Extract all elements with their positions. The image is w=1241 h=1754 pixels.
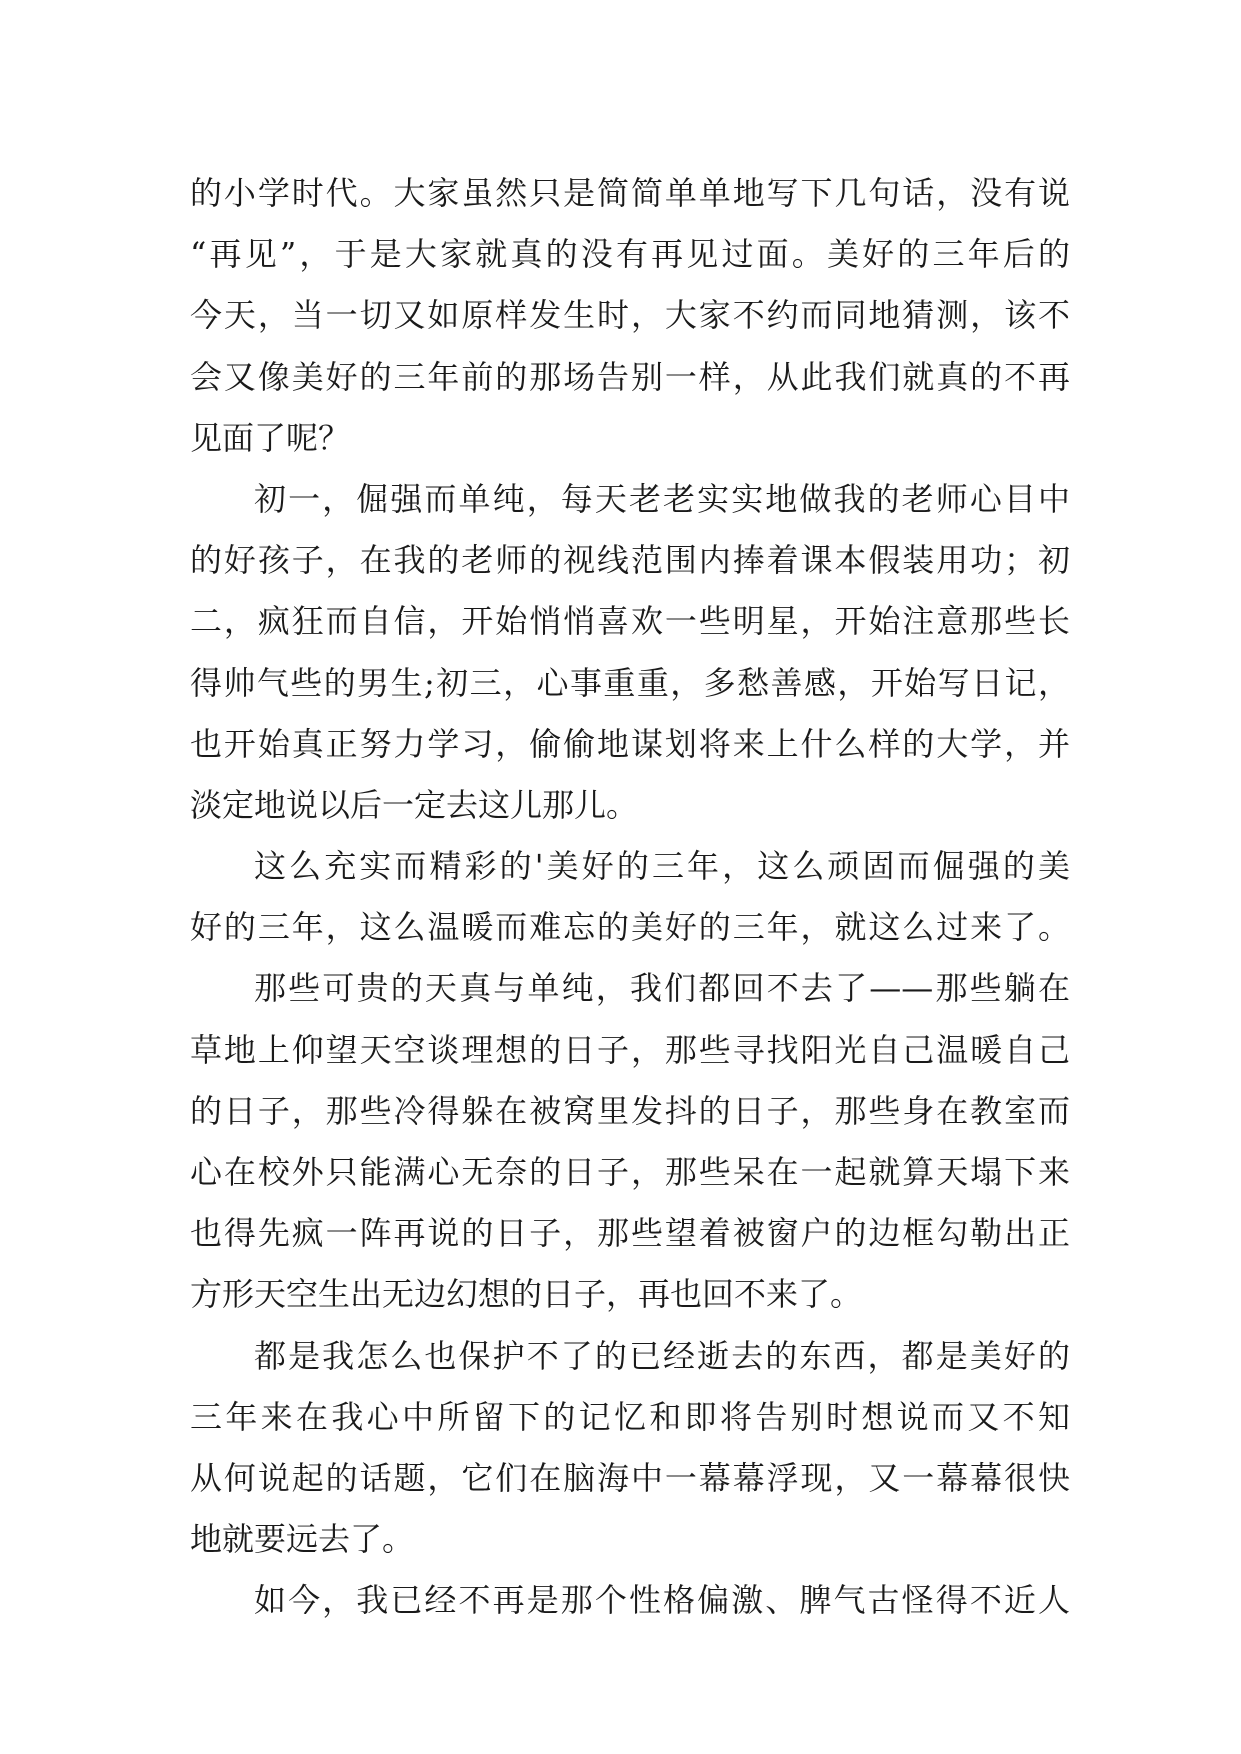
- text-line: 二，疯狂而自信，开始悄悄喜欢一些明星，开始注意那些长: [190, 602, 1070, 641]
- document-body: [190, 163, 1070, 1632]
- text-line: 好的三年，这么温暖而难忘的美好的三年，就这么过来了。: [190, 908, 1070, 947]
- text-line: 的小学时代。大家虽然只是简简单单地写下几句话，没有说: [190, 174, 1070, 212]
- text-line: 三年来在我心中所留下的记忆和即将告别时想说而又不知: [190, 1397, 1070, 1436]
- text-line: 如今，我已经不再是那个性格偏激、脾气古怪得不近人: [254, 1581, 1070, 1620]
- text-line: 这么充实而精彩的'美好的三年，这么顽固而倔强的美: [254, 847, 1070, 886]
- paragraph-1: [190, 163, 1070, 469]
- text-line: 从何说起的话题，它们在脑海中一幕幕浮现，又一幕幕很快: [190, 1458, 1070, 1497]
- paragraph-2: [190, 469, 1070, 836]
- text-line: 今天，当一切又如原样发生时，大家不约而同地猜测，该不: [190, 296, 1070, 335]
- text-line: 会又像美好的三年前的那场告别一样，从此我们就真的不再: [190, 357, 1070, 396]
- text-line: 得帅气些的男生;初三，心事重重，多愁善感，开始写日记，: [190, 663, 1070, 702]
- paragraph-5: [190, 1326, 1070, 1571]
- text-line: 草地上仰望天空谈理想的日子，那些寻找阳光自己温暖自己: [190, 1030, 1070, 1069]
- text-line: 那些可贵的天真与单纯，我们都回不去了——那些躺在: [254, 969, 1070, 1008]
- text-line: 见面了呢？: [190, 418, 351, 457]
- text-line: 方形天空生出无边幻想的日子，再也回不来了。: [190, 1275, 863, 1314]
- text-line: 初一，倔强而单纯，每天老老实实地做我的老师心目中: [254, 479, 1070, 518]
- paragraph-3: [190, 836, 1070, 958]
- paragraph-6: [190, 1570, 1070, 1631]
- text-line: 都是我怎么也保护不了的已经逝去的东西，都是美好的: [254, 1336, 1070, 1375]
- text-line: 的好孩子，在我的老师的视线范围内捧着课本假装用功；初: [190, 541, 1070, 580]
- paragraph-4: [190, 958, 1070, 1325]
- text-line: 的日子，那些冷得躲在被窝里发抖的日子，那些身在教室而: [190, 1091, 1070, 1130]
- text-line: 也得先疯一阵再说的日子，那些望着被窗户的边框勾勒出正: [190, 1214, 1070, 1253]
- text-line: 地就要远去了。: [190, 1520, 415, 1559]
- text-line: 心在校外只能满心无奈的日子，那些呆在一起就算天塌下来: [190, 1153, 1070, 1191]
- text-line: 也开始真正努力学习，偷偷地谋划将来上什么样的大学，并: [190, 724, 1070, 763]
- text-line: “再见”，于是大家就真的没有再见过面。美好的三年后的: [190, 235, 1070, 274]
- text-line: 淡定地说以后一定去这儿那儿。: [190, 785, 639, 824]
